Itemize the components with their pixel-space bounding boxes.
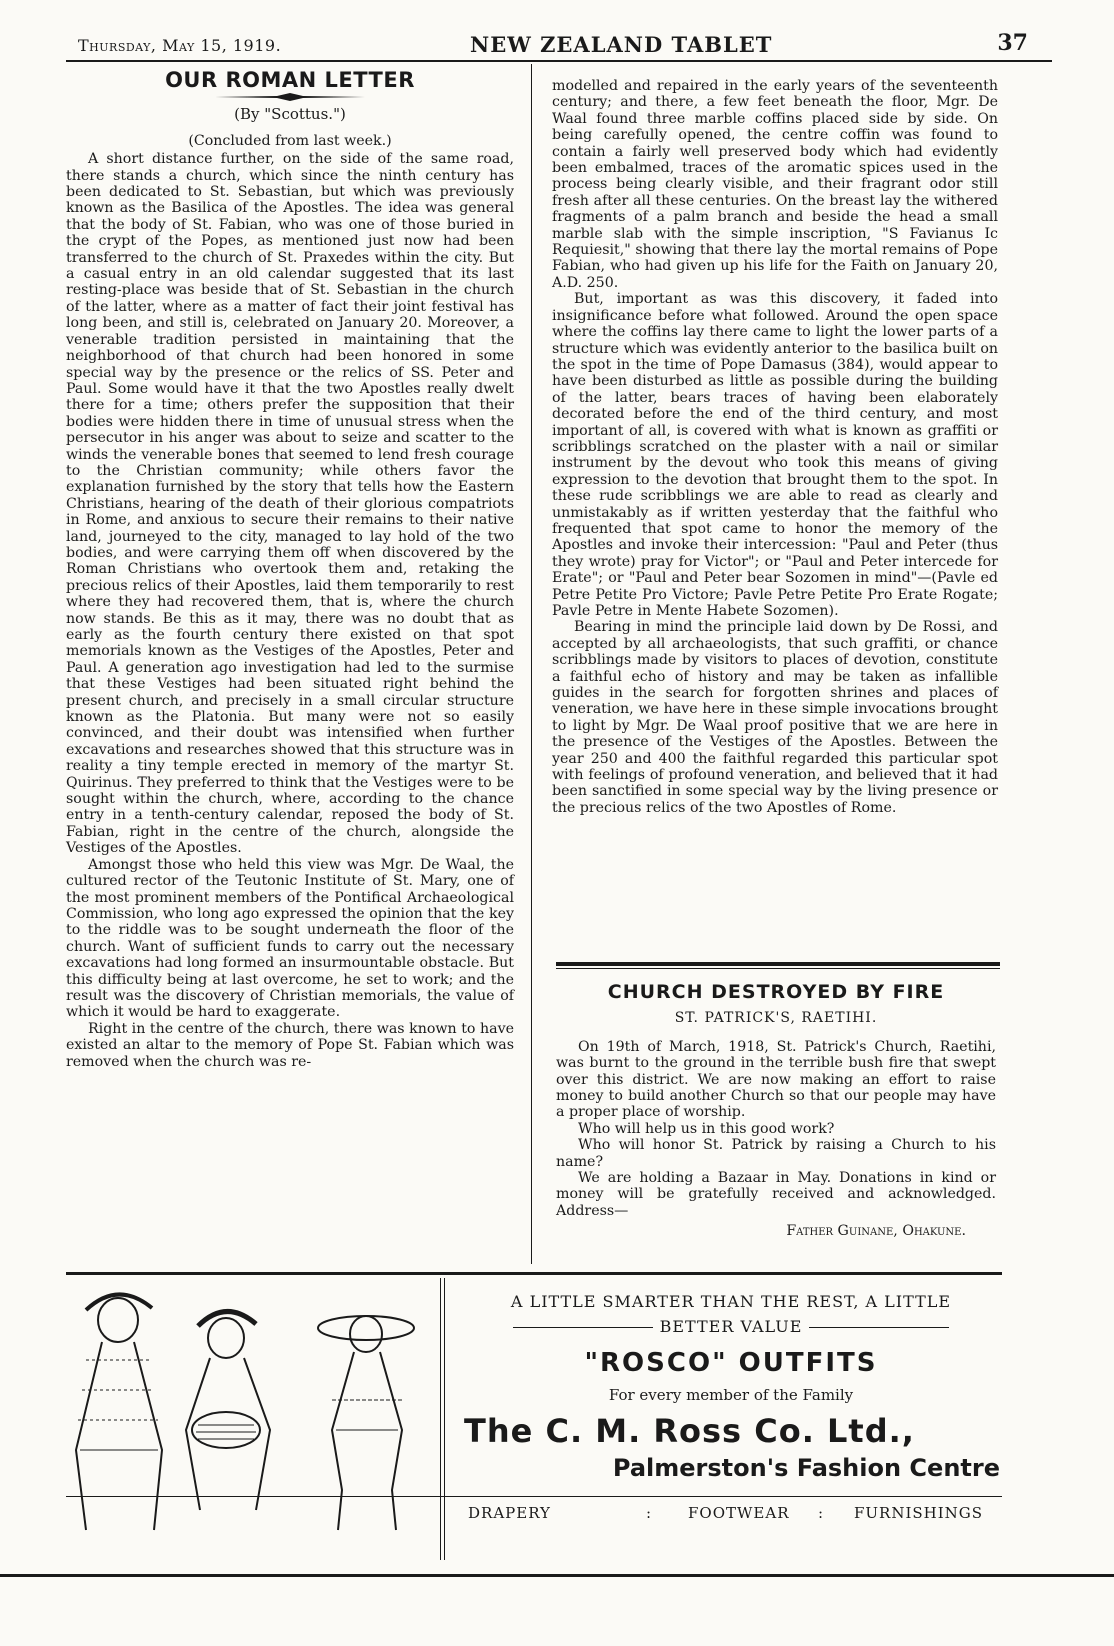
advert-divider xyxy=(440,1278,441,1560)
advert-line-1: A LITTLE SMARTER THAN THE REST, A LITTLE xyxy=(510,1292,952,1311)
fashion-figures-illustration xyxy=(66,1280,438,1540)
fire-article-paragraph: Who will help us in this good work? xyxy=(578,1120,835,1137)
section-rule xyxy=(556,968,1000,969)
dept-separator: : xyxy=(646,1504,653,1522)
page-number: 37 xyxy=(997,30,1028,56)
fire-article-paragraph: On 19th of March, 1918, St. Patrick's Church, Raetihi, was burnt to the ground in the terrible bush fire that swept over this district. We are now making an effort to raise money to build another Church so that our people may have a proper place of worship. xyxy=(556,1038,996,1121)
masthead: NEW ZEALAND TABLET xyxy=(470,32,773,57)
article-paragraph: But, important as was this discovery, it faded into insignificance before what followed. Around the open space where the coffins lay there came to light the lower parts of a structure which was evidently anterior to the basilica built on the spot in the time of Pope Damasus (384), would appear to have been disturbed as little as possible during the building of the latter, bears traces of having been elaborately decorated before the end of the third century, and most important of all, is covered with what is known as graffiti or scribblings scratched on the plaster with a nail or similar instrument by the devout who took this means of giving expression to the devotion that brought them to the spot. In these rude scribblings we are able to read as clearly and unmistakably as if written yesterday that the faithful who frequented that spot came to honor the memory of the Apostles and invoke their intercession: "Paul and Peter (thus they wrote) pray for Victor"; or "Paul and Peter intercede for Erate"; or "Paul and Peter bear Sozomen in mind"—(Pavle ed Petre Petite Pro Victore; Pavle Petre Petite Pro Erate Rogate; Pavle Petre in Mente Habete Sozomen). xyxy=(552,291,998,619)
title-ornament xyxy=(215,92,365,102)
advert-divider xyxy=(444,1278,445,1560)
advert-tagline: For every member of the Family xyxy=(608,1386,854,1404)
fire-article-paragraph: We are holding a Bazaar in May. Donations in kind or money will be gratefully received and acknowledged. Address— xyxy=(556,1170,996,1219)
article-column-right xyxy=(552,78,998,816)
article-paragraph: Right in the centre of the church, there was known to have existed an altar to the memory of Pope St. Fabian which was removed when the church was re- xyxy=(66,1020,514,1070)
dept-drapery: DRAPERY xyxy=(468,1504,551,1522)
issue-date: Thursday, May 15, 1919. xyxy=(78,36,282,55)
article-church-fire xyxy=(556,981,996,1240)
advert-product: "ROSCO" OUTFITS xyxy=(584,1348,878,1378)
dept-footwear: FOOTWEAR xyxy=(688,1504,790,1522)
advert-illustration xyxy=(66,1280,438,1540)
article-column-left xyxy=(66,68,514,1070)
fire-article-paragraph: Who will honor St. Patrick by raising a Church to his name? xyxy=(556,1137,996,1170)
page-header xyxy=(70,32,1050,58)
article-note: (Concluded from last week.) xyxy=(188,132,392,149)
advert-line-2 xyxy=(456,1317,1006,1336)
advert-top-rule xyxy=(66,1272,1002,1275)
article-paragraph: Bearing in mind the principle laid down by De Rossi, and accepted by all archaeologists, that such graffiti, or chance scribblings made by visitors to places of devotion, constitute a faithful echo of history and may be taken as infallible guides in the search for forgotten shrines and places of veneration, we have here in these simple invocations brought to light by Mgr. De Waal proof positive that we are here in the presence of the Vestiges of the Apostles. Between the year 250 and 400 the faithful regarded this particular spot with feelings of profound veneration, and believed that it had been sanctified in some special way by the living presence or the precious relics of the two Apostles of Rome. xyxy=(552,619,998,816)
advert-slogan: Palmerston's Fashion Centre xyxy=(612,1454,1000,1482)
advert-dept-rule xyxy=(66,1496,1002,1497)
dept-furnishings: FURNISHINGS xyxy=(854,1504,984,1522)
column-divider xyxy=(531,64,532,1264)
page-bottom-rule xyxy=(0,1574,1114,1577)
article-paragraph: Amongst those who held this view was Mgr. De Waal, the cultured rector of the Teutonic Institute of St. Mary, one of the most prominent members of the Pontifical Archaeological Commission, who long ago expressed the opinion that the key to the riddle was to be sought underneath the floor of the church. Want of sufficient funds to carry out the necessary excavations had long formed an insurmountable obstacle. But this difficulty being at last overcome, he set to work; and the result was the discovery of Christian memorials, the value of which it would be hard to exaggerate. xyxy=(66,856,514,1021)
advert-text xyxy=(456,1292,1006,1482)
dept-separator: : xyxy=(818,1504,825,1522)
article-byline: (By "Scottus.") xyxy=(234,105,346,124)
article-paragraph: A short distance further, on the side of the same road, there stands a church, which since the ninth century has been dedicated to St. Sebastian, but which was previously known as the Basilica of the Apostles. The idea was general that the body of St. Fabian, who was one of those buried in the crypt of the Popes, as mentioned just now had been transferred to the church of St. Praxedes within the city. But a casual entry in an old calendar suggested that its last resting-place was beside that of St. Sebastian in the church of the latter, where as a matter of fact their joint festival has long been, and still is, celebrated on January 20. Moreover, a venerable tradition persisted in maintaining that the neighborhood of that church had been honored in some special way by the presence or the relics of SS. Peter and Paul. Some would have it that the two Apostles really dwelt there for a time; others prefer the supposition that their bodies were hidden there in time of unusual stress when the persecutor in his anger was about to seize and scatter to the winds the venerable bones that seemed to lend fresh courage to the Christian community; while others favor the explanation furnished by the story that tells how the Eastern Christians, hearing of the death of their glorious compatriots in Rome, and anxious to secure their remains to their native land, journeyed to the city, managed to lay hold of the two bodies, and were carrying them off when discovered by the Roman Christians who overtook them and, retaking the precious relics of their Apostles, laid them temporarily to rest where they had recovered them, that is, where the church now stands. Be this as it may, there was no doubt that as early as the fourth century there existed on that spot memorials known as the Vestiges of the Apostles, Peter and Paul. A generation ago investigation had led to the surmise that these Vestiges had been situated right behind the present church, and precisely in a small circular structure known as the Platonia. But many were not so easily convinced, and their doubt was intensified when further excavations and researches showed that this structure was in reality a tiny temple erected in memory of the martyr St. Quirinus. They preferred to think that the Vestiges were to be sought within the church, where, according to the chance entry in a tenth-century calendar, reposed the body of St. Fabian, right in the centre of the church, alongside the Vestiges of the Apostles. xyxy=(66,151,514,857)
article-title: OUR ROMAN LETTER xyxy=(165,68,415,92)
article-paragraph: modelled and repaired in the early years of the seventeenth century; and there, a few feet beneath the floor, Mgr. De Waal found three marble coffins placed side by side. On being carefully opened, the centre coffin was found to contain a fairly well preserved body which had evidently been embalmed, traces of the aromatic spices used in the process being clearly visible, and their fragrant odor still fresh after all these centuries. On the breast lay the withered fragments of a palm branch and beside the head a small marble slab with the simple inscription, "S Favianus Ic Requiesit," showing that there lay the mortal remains of Pope Fabian, who had given up his life for the Faith on January 20, A.D. 250. xyxy=(552,78,998,291)
advert-better-value: BETTER VALUE xyxy=(659,1317,803,1336)
section-rule xyxy=(556,962,1000,966)
advert-company: The C. M. Ross Co. Ltd., xyxy=(464,1412,915,1450)
fire-article-title: CHURCH DESTROYED BY FIRE xyxy=(607,981,945,1003)
header-rule xyxy=(66,60,1052,62)
fire-article-signature: Father Guinane, Ohakune. xyxy=(786,1223,966,1240)
fire-article-subtitle: ST. PATRICK'S, RAETIHI. xyxy=(674,1010,878,1027)
